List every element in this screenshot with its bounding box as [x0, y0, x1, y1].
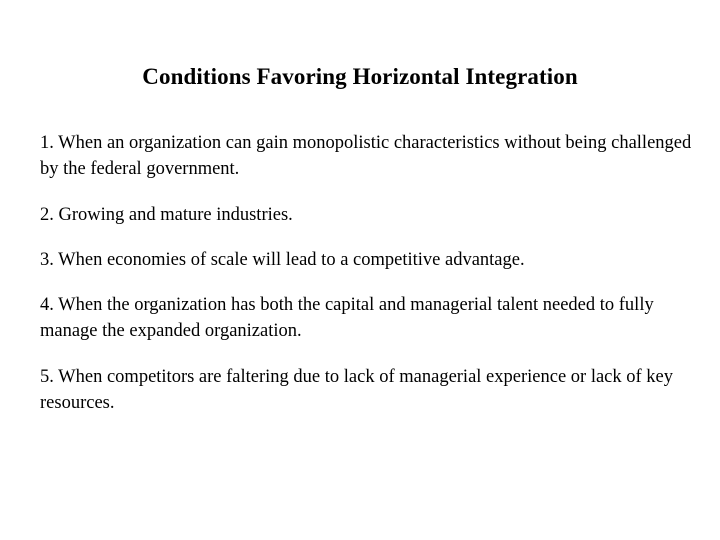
list-item: 2. Growing and mature industries. [40, 204, 293, 225]
slide-body-list [40, 130, 695, 416]
page-title: Conditions Favoring Horizontal Integration [142, 64, 578, 90]
list-item: 1. When an organization can gain monopolistic characteristics without being challenged by the federal government. [40, 133, 692, 180]
list-item: 5. When competitors are faltering due to lack of managerial experience or lack of key resources. [40, 366, 674, 413]
list-item: 3. When economies of scale will lead to a competitive advantage. [40, 249, 525, 270]
list-item: 4. When the organization has both the capital and managerial talent needed to fully manage the expanded organization. [40, 295, 654, 342]
